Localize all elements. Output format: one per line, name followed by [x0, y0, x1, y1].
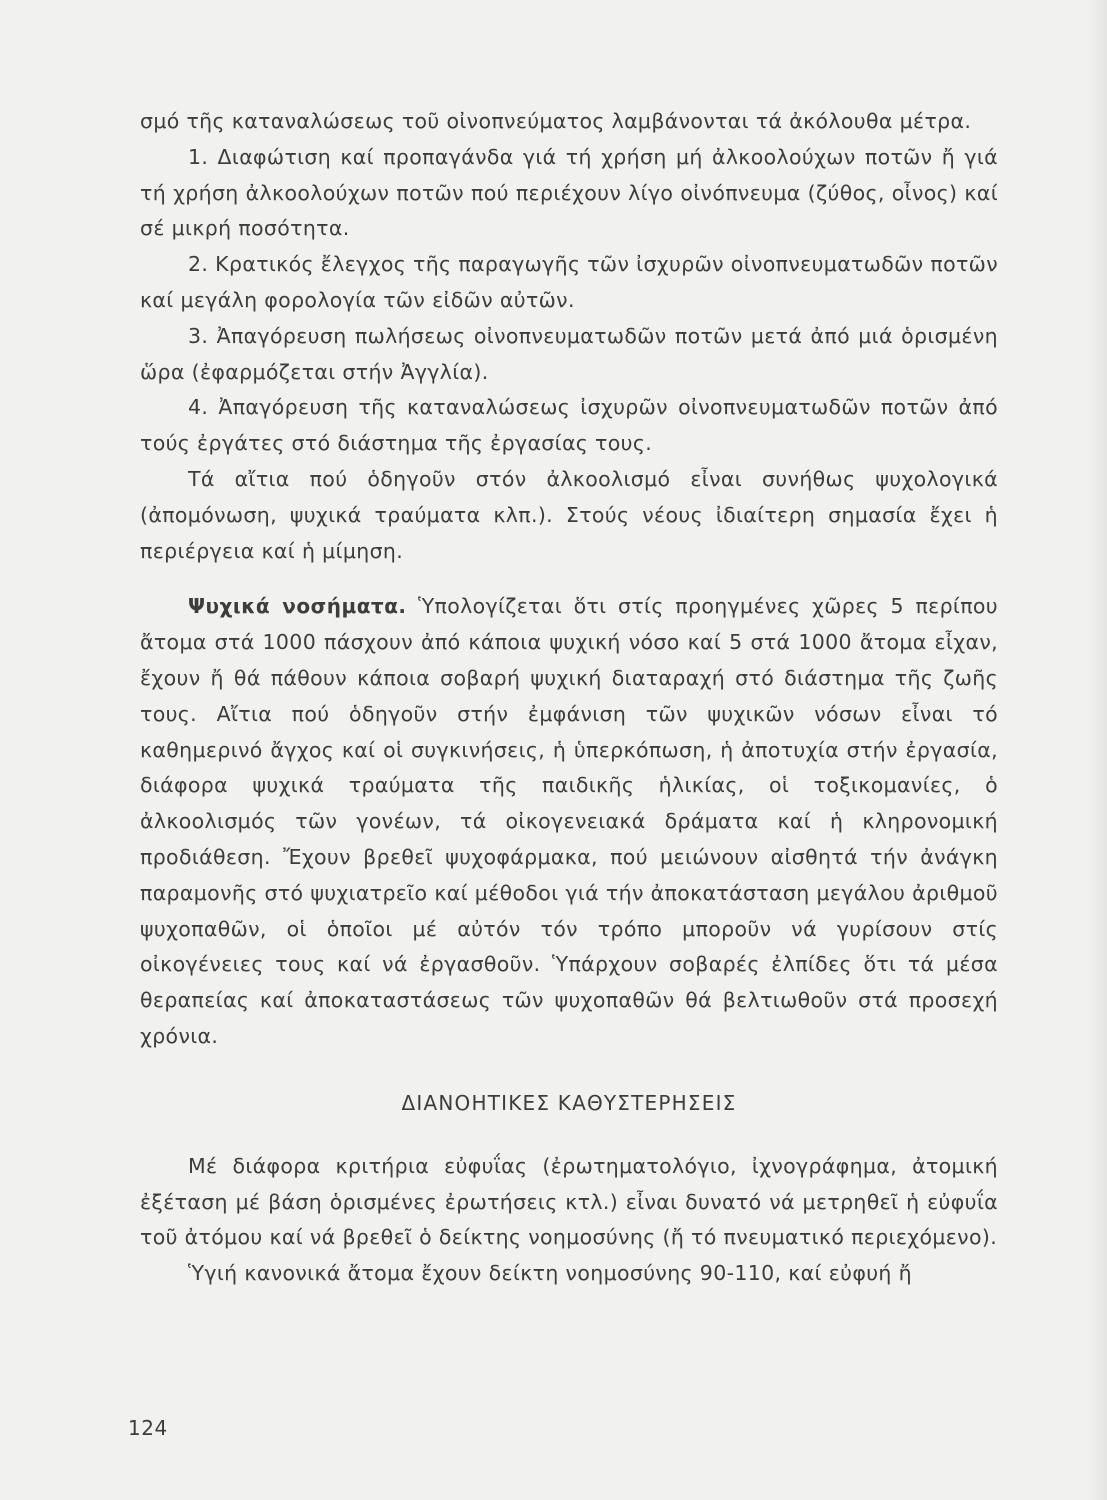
paragraph-iq: Ὑγιή κανονικά ἄτομα ἔχουν δείκτη νοημοσύνης 90-110, καί εὐφυή ἤ	[188, 1261, 912, 1286]
chapter-heading: ΔΙΑΝΟΗΤΙΚΕΣ ΚΑΘΥΣΤΕΡΗΣΕΙΣ	[401, 1090, 737, 1115]
list-item-1: 1. Διαφώτιση καί προπαγάνδα γιά τή χρήση μή ἀλκοολούχων ποτῶν ἤ γιά τή χρήση ἀλκοολούχων ποτῶν πού περιέχουν λίγο οἰνόπνευμα (ζύθος, οἶνος) καί σέ μικρή ποσότητα.	[140, 144, 998, 241]
paragraph-continuation: σμό τῆς καταναλώσεως τοῦ οἰνοπνεύματος λαμβάνονται τά ἀκόλουθα μέτρα.	[140, 109, 972, 133]
list-item-4: 4. Ἀπαγόρευση τῆς καταναλώσεως ἰσχυρῶν οἰνοπνευματωδῶν ποτῶν ἀπό τούς ἐργάτες στό διάστημα τῆς ἐργασίας τους.	[140, 395, 998, 456]
paragraph-intelligence: Μέ διάφορα κριτήρια εὐφυΐας (ἐρωτηματολόγιο, ἰχνογράφημα, ἀτομική ἐξέταση μέ βάση ὁρισμένες ἐρωτήσεις κτλ.) εἶναι δυνατό νά μετρηθεῖ ἡ εὐφυΐα τοῦ ἀτόμου καί νά βρεθεῖ ὁ δείκτης νοημοσύνης (ἤ τό πνευματικό περιεχόμενο).	[140, 1153, 998, 1250]
list-item-3: 3. Ἀπαγόρευση πωλήσεως οἰνοπνευματωδῶν ποτῶν μετά ἀπό μιά ὁρισμένη ὥρα (ἐφαρμόζεται στήν Ἀγγλία).	[140, 323, 998, 384]
section-title: Ψυχικά νοσήματα.	[188, 594, 407, 619]
mental-illness-paragraph	[140, 589, 998, 1054]
section-text: Ὑπολογίζεται ὅτι στίς προηγμένες χῶρες 5 περίπου ἄτομα στά 1000 πάσχουν ἀπό κάποια ψυχική νόσο καί 5 στά 1000 ἄτομα εἶχαν, ἔχουν ἤ θά πάθουν κάποια σοβαρή ψυχική διαταραχή στό διάστημα τῆς ζωῆς τους. Αἴτια πού ὁδηγοῦν στήν ἐμφάνιση τῶν ψυχικῶν νόσων εἶναι τό καθημερινό ἄγχος καί οἱ συγκινήσεις, ἡ ὑπερκόπωση, ἡ ἀποτυχία στήν ἐργασία, διάφορα ψυχικά τραύματα τῆς παιδικῆς ἡλικίας, οἱ τοξικομανίες, ὁ ἀλκοολισμός τῶν γονέων, τά οἰκογενειακά δράματα καί ἡ κληρονομική προδιάθεση. Ἔχουν βρεθεῖ ψυχοφάρμακα, πού μειώνουν αἰσθητά τήν ἀνάγκη παραμονῆς στό ψυχιατρεῖο καί μέθοδοι γιά τήν ἀποκατάσταση μεγάλου ἀριθμοῦ ψυχοπαθῶν, οἱ ὁποῖοι μέ αὐτόν τόν τρόπο μποροῦν νά γυρίσουν στίς οἰκογένειες τους καί νά ἐργασθοῦν. Ὑπάρχουν σοβαρές ἐλπίδες ὅτι τά μέσα θεραπείας καί ἀποκαταστάσεως τῶν ψυχοπαθῶν θά βελτιωθοῦν στά προσεχή χρόνια.	[140, 594, 999, 1048]
paragraph-causes: Τά αἴτια πού ὁδηγοῦν στόν ἀλκοολισμό εἶναι συνήθως ψυχολογικά (ἀπομόνωση, ψυχικά τραύματα κλπ.). Στούς νέους ἰδιαίτερη σημασία ἔχει ἡ περιέργεια καί ἡ μίμηση.	[140, 466, 998, 563]
page-number: 124	[128, 1416, 168, 1440]
text-column	[140, 104, 998, 1292]
page-edge-shadow	[1087, 0, 1107, 1500]
list-item-2: 2. Κρατικός ἔλεγχος τῆς παραγωγῆς τῶν ἰσχυρῶν οἰνοπνευματωδῶν ποτῶν καί μεγάλη φορολογία τῶν εἰδῶν αὐτῶν.	[140, 252, 998, 312]
